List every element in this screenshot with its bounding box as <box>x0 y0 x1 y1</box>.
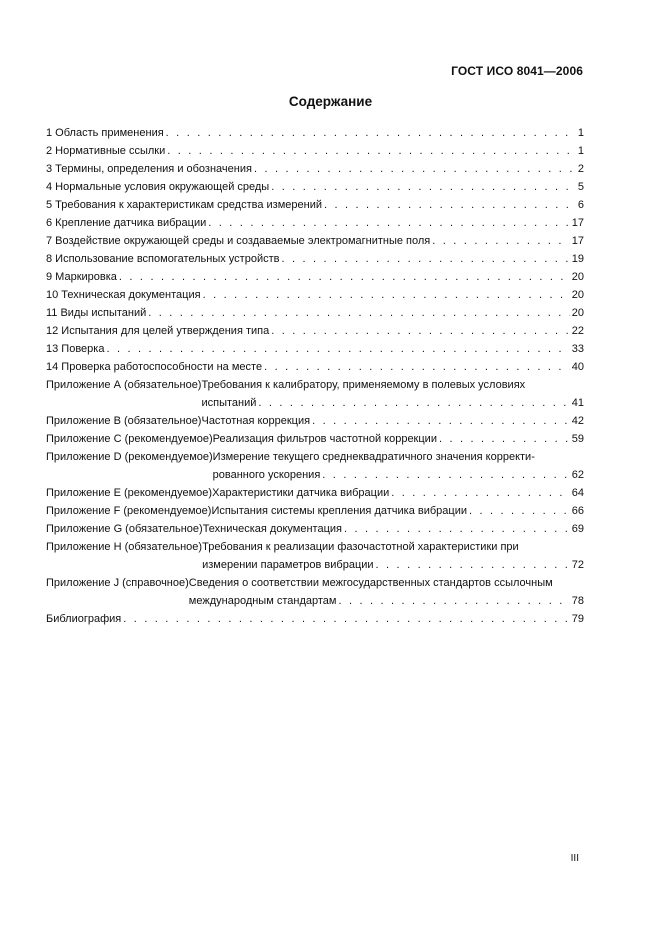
toc-page-number: 1 <box>577 145 584 157</box>
toc-page-number: 19 <box>571 253 584 265</box>
appendix-title-line2: международным стандартам <box>188 595 337 607</box>
toc-entry-bibliography[interactable] <box>46 610 584 628</box>
table-of-contents <box>46 124 584 628</box>
appendix-title: Реализация фильтров частотной коррекции <box>212 433 437 445</box>
appendix-title: Частотная коррекция <box>201 415 311 427</box>
toc-page-number: 17 <box>571 217 584 229</box>
toc-appendix-e[interactable] <box>46 484 584 502</box>
toc-appendix-c[interactable] <box>46 430 584 448</box>
dot-leader <box>271 178 576 196</box>
toc-appendix-d[interactable] <box>46 448 584 484</box>
appendix-title-line1: Требования к калибратору, применяемому в полевых условиях <box>201 379 526 391</box>
toc-entry-1[interactable] <box>46 124 584 142</box>
toc-page-number: 79 <box>571 613 584 625</box>
appendix-label: Приложение F (рекомендуемое) <box>46 505 212 517</box>
toc-page-number: 6 <box>577 199 584 211</box>
toc-page-number: 42 <box>571 415 584 427</box>
appendix-title: Испытания системы крепления датчика вибрации <box>211 505 467 517</box>
toc-appendix-f[interactable] <box>46 502 584 520</box>
dot-leader <box>258 394 569 412</box>
dot-leader <box>166 124 576 142</box>
toc-page-number: 78 <box>571 595 584 607</box>
appendix-label: Приложение В (обязательное) <box>46 415 202 427</box>
appendix-title: Техническая документация <box>202 523 342 535</box>
toc-entry-10[interactable] <box>46 286 584 304</box>
toc-entry-text: 5 Требования к характеристикам средства измерений <box>46 199 322 211</box>
dot-leader <box>338 592 569 610</box>
toc-entry-text: 11 Виды испытаний <box>46 307 147 319</box>
toc-entry-14[interactable] <box>46 358 584 376</box>
toc-entry-text: Библиография <box>46 613 122 625</box>
dot-leader <box>469 502 570 520</box>
dot-leader <box>148 304 570 322</box>
toc-entry-text: 10 Техническая документация <box>46 289 201 301</box>
toc-entry-text: 3 Термины, определения и обозначения <box>46 163 252 175</box>
appendix-label: Приложение Н (обязательное) <box>46 541 203 553</box>
toc-entry-text: 7 Воздействие окружающей среды и создаваемые электромагнитные поля <box>46 235 431 247</box>
toc-page-number: 20 <box>571 271 584 283</box>
dot-leader <box>281 250 569 268</box>
toc-entry-text: 14 Проверка работоспособности на месте <box>46 361 263 373</box>
toc-page-number: 33 <box>571 343 584 355</box>
dot-leader <box>312 412 570 430</box>
dot-leader <box>106 340 569 358</box>
dot-leader <box>119 268 570 286</box>
toc-page-number: 40 <box>571 361 584 373</box>
dot-leader <box>376 556 570 574</box>
appendix-title-line1: Требования к реализации фазочастотной характеристики при <box>202 541 519 553</box>
toc-entry-13[interactable] <box>46 340 584 358</box>
dot-leader <box>324 196 576 214</box>
appendix-title-line2: рованного ускорения <box>212 469 321 481</box>
appendix-title: Характеристики датчика вибрации <box>212 487 390 499</box>
toc-entry-11[interactable] <box>46 304 584 322</box>
toc-page-number: 69 <box>571 523 584 535</box>
appendix-label: Приложение А (обязательное) <box>46 379 202 391</box>
page-title: Содержание <box>288 94 373 109</box>
appendix-label: Приложение J (справочное) <box>46 577 189 589</box>
toc-page-number: 62 <box>571 469 584 481</box>
appendix-label: Приложение Е (рекомендуемое) <box>46 487 213 499</box>
toc-appendix-j[interactable] <box>46 574 584 610</box>
toc-appendix-b[interactable] <box>46 412 584 430</box>
dot-leader <box>264 358 570 376</box>
toc-entry-text: 8 Использование вспомогательных устройств <box>46 253 280 265</box>
page-number: III <box>570 853 579 864</box>
toc-entry-text: 4 Нормальные условия окружающей среды <box>46 181 270 193</box>
toc-entry-4[interactable] <box>46 178 584 196</box>
toc-appendix-h[interactable] <box>46 538 584 574</box>
dot-leader <box>344 520 570 538</box>
toc-appendix-g[interactable] <box>46 520 584 538</box>
toc-entry-5[interactable] <box>46 196 584 214</box>
appendix-title-line1: Сведения о соответствии межгосударственных стандартов ссылочным <box>188 577 553 589</box>
toc-entry-text: 13 Поверка <box>46 343 105 355</box>
toc-page-number: 64 <box>571 487 584 499</box>
toc-page-number: 20 <box>571 289 584 301</box>
toc-entry-12[interactable] <box>46 322 584 340</box>
toc-entry-8[interactable] <box>46 250 584 268</box>
appendix-title-line2: измерении параметров вибрации <box>202 559 374 571</box>
toc-page-number: 41 <box>571 397 584 409</box>
toc-entry-3[interactable] <box>46 160 584 178</box>
toc-entry-6[interactable] <box>46 214 584 232</box>
toc-entry-text: 6 Крепление датчика вибрации <box>46 217 207 229</box>
toc-page-number: 72 <box>571 559 584 571</box>
dot-leader <box>322 466 569 484</box>
dot-leader <box>254 160 576 178</box>
toc-entry-text: 1 Область применения <box>46 127 164 139</box>
appendix-title-line2: испытаний <box>201 397 257 409</box>
dot-leader <box>167 142 576 160</box>
toc-entry-text: 12 Испытания для целей утверждения типа <box>46 325 270 337</box>
toc-entry-9[interactable] <box>46 268 584 286</box>
dot-leader <box>432 232 569 250</box>
toc-entry-text: 9 Маркировка <box>46 271 117 283</box>
toc-page-number: 59 <box>571 433 584 445</box>
appendix-label: Приложение D (рекомендуемое) <box>46 451 213 463</box>
toc-page-number: 22 <box>571 325 584 337</box>
toc-page-number: 5 <box>577 181 584 193</box>
dot-leader <box>439 430 570 448</box>
toc-page-number: 17 <box>571 235 584 247</box>
dot-leader <box>391 484 570 502</box>
dot-leader <box>208 214 569 232</box>
appendix-label: Приложение С (рекомендуемое) <box>46 433 213 445</box>
toc-page-number: 1 <box>577 127 584 139</box>
toc-entry-text: 2 Нормативные ссылки <box>46 145 166 157</box>
appendix-label: Приложение G (обязательное) <box>46 523 203 535</box>
toc-appendix-a[interactable] <box>46 376 584 412</box>
dot-leader <box>271 322 570 340</box>
dot-leader <box>203 286 570 304</box>
dot-leader <box>123 610 570 628</box>
toc-entry-7[interactable] <box>46 232 584 250</box>
toc-entry-2[interactable] <box>46 142 584 160</box>
toc-page-number: 2 <box>577 163 584 175</box>
toc-page-number: 20 <box>571 307 584 319</box>
appendix-title-line1: Измерение текущего среднеквадратичного значения корректи- <box>212 451 535 463</box>
document-header: ГОСТ ИСО 8041—2006 <box>451 64 583 78</box>
toc-page-number: 66 <box>571 505 584 517</box>
